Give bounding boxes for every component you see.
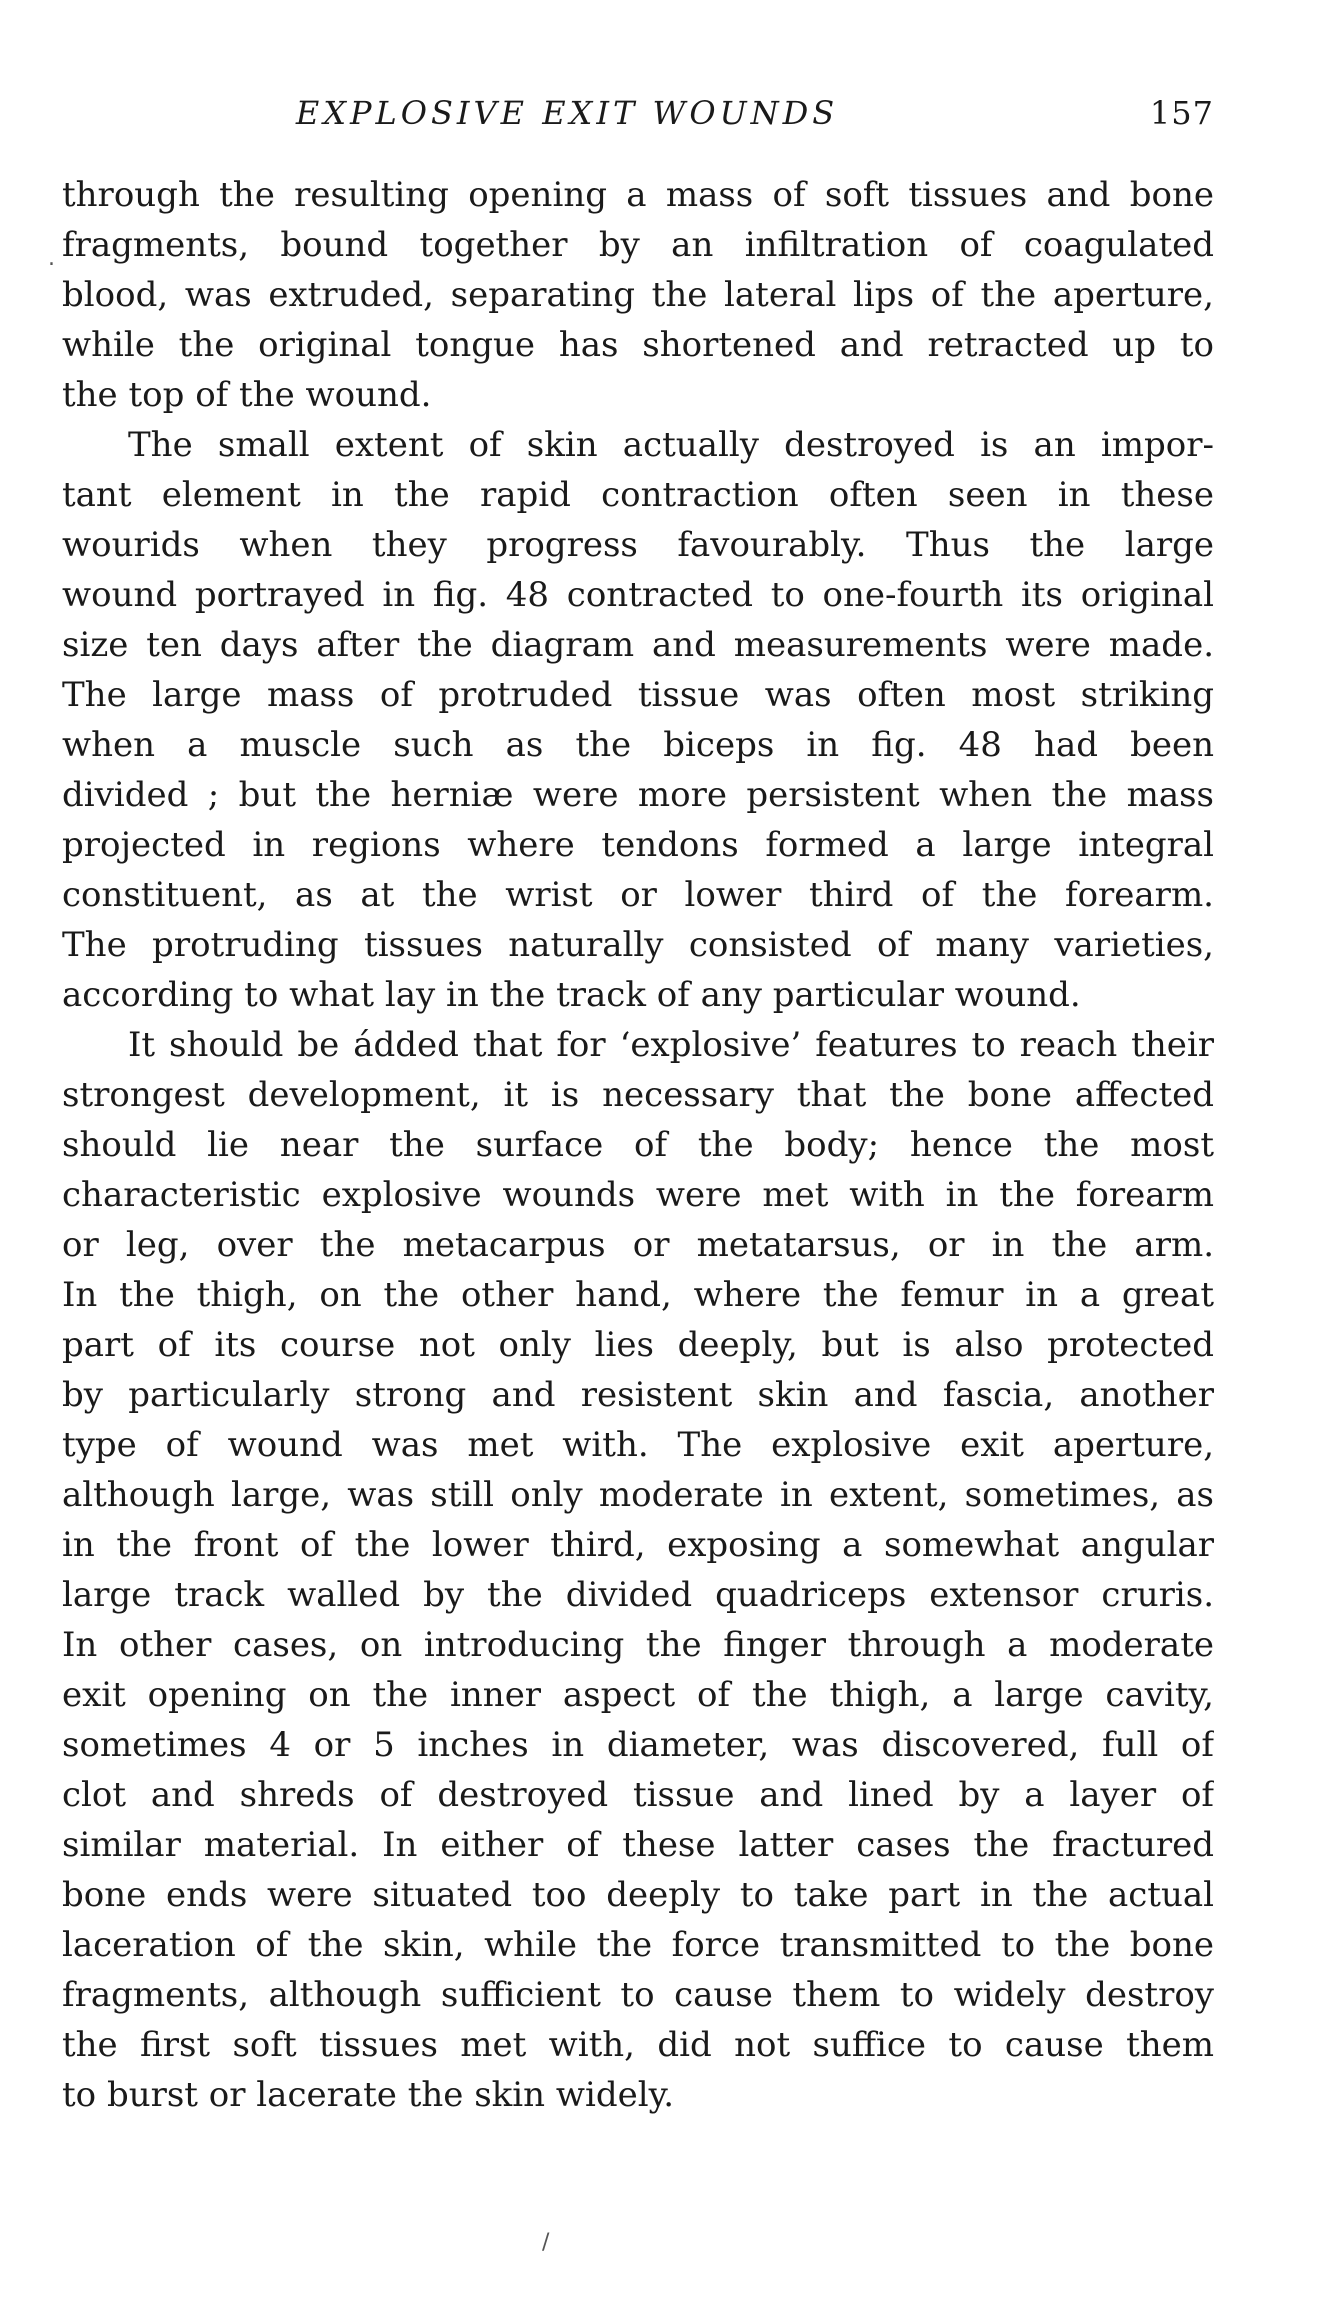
text-line: in the front of the lower third, exposing a somewhat angular bbox=[62, 1525, 1214, 1565]
text-line: bone ends were situated too deeply to take part in the actual bbox=[62, 1875, 1214, 1915]
text-line: strongest development, it is necessary that the bone affected bbox=[62, 1075, 1214, 1115]
text-line: In other cases, on introducing the finger through a moderate bbox=[62, 1625, 1214, 1665]
text-line: by particularly strong and resistent skin and fascia, another bbox=[62, 1375, 1214, 1415]
text-line: constituent, as at the wrist or lower third of the forearm. bbox=[62, 875, 1214, 915]
text-line: or leg, over the metacarpus or metatarsus, or in the arm. bbox=[62, 1225, 1214, 1265]
text-line: It should be ádded that for ‘explosive’ features to reach their bbox=[128, 1025, 1214, 1065]
text-line: divided ; but the herniæ were more persistent when the mass bbox=[62, 775, 1214, 815]
text-line: type of wound was met with. The explosive exit aperture, bbox=[62, 1425, 1214, 1465]
text-line: to burst or lacerate the skin widely. bbox=[62, 2075, 675, 2115]
text-line: should lie near the surface of the body; hence the most bbox=[62, 1125, 1214, 1165]
text-line: clot and shreds of destroyed tissue and lined by a layer of bbox=[62, 1775, 1214, 1815]
paragraph-3 bbox=[62, 1020, 1214, 2120]
page-number: 157 bbox=[1149, 94, 1214, 132]
text-line: while the original tongue has shortened and retracted up to bbox=[62, 325, 1214, 365]
text-line: when a muscle such as the biceps in fig. 48 had been bbox=[62, 725, 1214, 765]
text-line: fragments, although sufficient to cause them to widely destroy bbox=[62, 1975, 1214, 2015]
running-title: EXPLOSIVE EXIT WOUNDS bbox=[295, 94, 839, 132]
text-line: similar material. In either of these latter cases the fractured bbox=[62, 1825, 1214, 1865]
text-line: In the thigh, on the other hand, where the femur in a great bbox=[62, 1275, 1214, 1315]
text-line: fragments, bound together by an infiltration of coagulated bbox=[62, 225, 1214, 265]
paragraph-2 bbox=[62, 420, 1214, 1020]
text-line: sometimes 4 or 5 inches in diameter, was discovered, full of bbox=[62, 1725, 1214, 1765]
text-line: although large, was still only moderate in extent, sometimes, as bbox=[62, 1475, 1214, 1515]
text-line: the first soft tissues met with, did not suffice to cause them bbox=[62, 2025, 1214, 2065]
text-line: wound portrayed in fig. 48 contracted to one-fourth its original bbox=[62, 575, 1214, 615]
text-line: The small extent of skin actually destroyed is an impor- bbox=[128, 425, 1214, 465]
text-line: tant element in the rapid contraction often seen in these bbox=[62, 475, 1214, 515]
paragraph-1 bbox=[62, 170, 1214, 420]
body-text bbox=[62, 170, 1214, 2120]
text-line: through the resulting opening a mass of soft tissues and bone bbox=[62, 175, 1214, 215]
text-line: large track walled by the divided quadriceps extensor cruris. bbox=[62, 1575, 1214, 1615]
text-line: wourids when they progress favourably. Thus the large bbox=[62, 525, 1214, 565]
text-line: according to what lay in the track of any particular wound. bbox=[62, 975, 1081, 1015]
text-line: The protruding tissues naturally consisted of many varieties, bbox=[62, 925, 1214, 965]
text-line: blood, was extruded, separating the lateral lips of the aperture, bbox=[62, 275, 1214, 315]
text-line: characteristic explosive wounds were met with in the forearm bbox=[62, 1175, 1214, 1215]
text-line: exit opening on the inner aspect of the thigh, a large cavity, bbox=[62, 1675, 1214, 1715]
text-line: projected in regions where tendons formed a large integral bbox=[62, 825, 1214, 865]
text-line: part of its course not only lies deeply, but is also protected bbox=[62, 1325, 1214, 1365]
text-line: size ten days after the diagram and measurements were made. bbox=[62, 625, 1214, 665]
text-line: The large mass of protruded tissue was often most striking bbox=[62, 675, 1214, 715]
text-line: the top of the wound. bbox=[62, 375, 432, 415]
scan-speck: . bbox=[48, 246, 55, 271]
text-line: laceration of the skin, while the force transmitted to the bone bbox=[62, 1925, 1214, 1965]
scan-speck: / bbox=[542, 2230, 550, 2255]
running-head bbox=[62, 88, 1214, 138]
